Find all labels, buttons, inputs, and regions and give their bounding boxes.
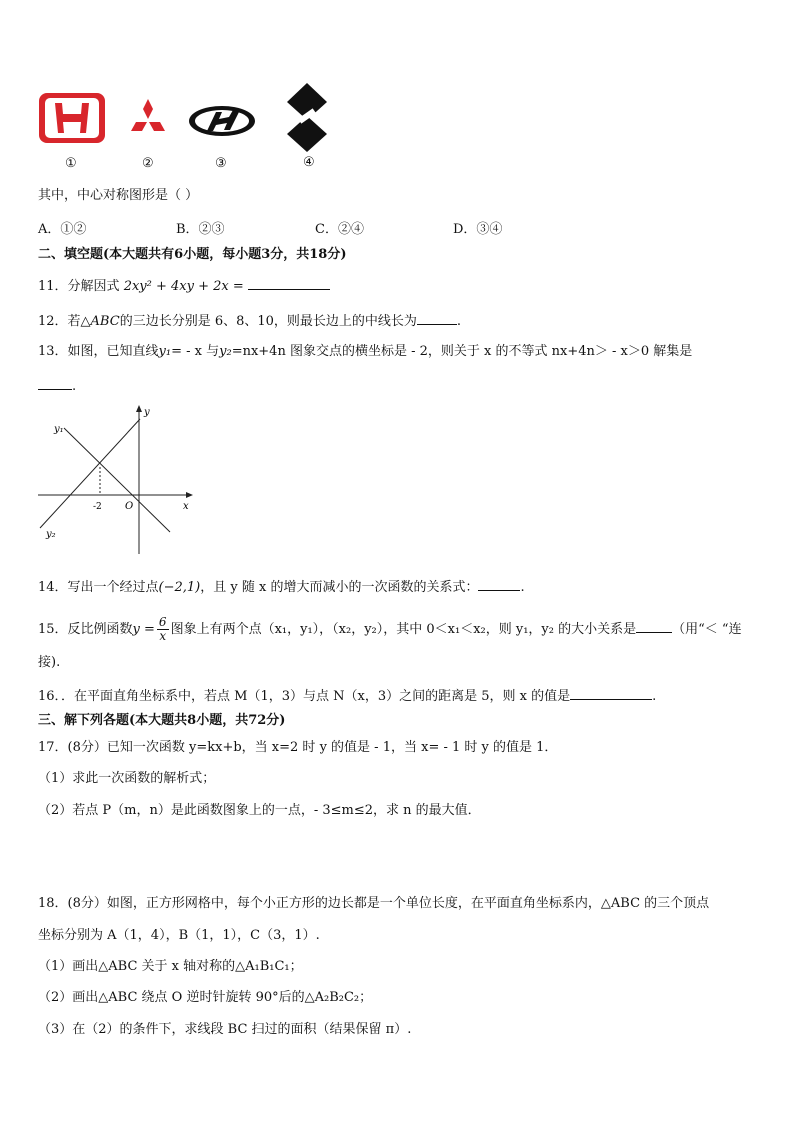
q14-text-a: 14．写出一个经过点 bbox=[38, 580, 159, 595]
q15-func: y = bbox=[132, 622, 155, 637]
q13-y1: y₁ bbox=[158, 344, 172, 359]
honda-logo-icon bbox=[38, 92, 106, 144]
q17-part-1: （1）求此一次函数的解析式； bbox=[38, 771, 216, 786]
q15-line-2: 接). bbox=[38, 655, 61, 670]
section-3-heading: 三、解下列各题(本大题共8小题，共72分) bbox=[38, 713, 286, 728]
q10-option-c: C．②④ bbox=[315, 222, 364, 237]
q12-text-b: 的三边长分别是 6、8、10，则最长边上的中线长为 bbox=[119, 314, 417, 329]
q10-option-d: D．③④ bbox=[453, 222, 503, 237]
q13-line-1 bbox=[38, 343, 692, 361]
q14 bbox=[38, 578, 525, 597]
q12-text-c: . bbox=[456, 314, 462, 329]
q15-fraction-den: x bbox=[159, 629, 167, 643]
diamond-logo-icon bbox=[282, 82, 332, 154]
q15-text-a: 15．反比例函数 bbox=[38, 622, 133, 637]
q14-point: (−2,1) bbox=[158, 580, 201, 595]
q11-expr: 2xy² + 4xy + 2x = bbox=[123, 279, 244, 294]
q13-answer-blank[interactable] bbox=[38, 377, 72, 390]
q11-text: 分解因式 bbox=[67, 279, 120, 294]
q18-part-3: （3）在（2）的条件下，求线段 BC 扫过的面积（结果保留 π）. bbox=[38, 1022, 412, 1037]
q13-line-2-end: . bbox=[72, 379, 77, 394]
q13-text-c: =nx+4n 图象交点的横坐标是 - 2，则关于 x 的不等式 nx+4n＞ - x＞0 解集是 bbox=[231, 344, 693, 359]
q15-text-c: （用“＜ “连 bbox=[672, 622, 742, 637]
q12-triangle: △ABC bbox=[80, 314, 120, 329]
logo-label-2: ② bbox=[142, 156, 154, 171]
q14-answer-blank[interactable] bbox=[478, 578, 520, 591]
q16-text-a: 16．．在平面直角坐标系中，若点 M（1，3）与点 N（x，3）之间的距离是 5，则 x 的值是 bbox=[38, 689, 571, 704]
q16-answer-blank[interactable] bbox=[570, 687, 652, 700]
q11-answer-blank[interactable] bbox=[248, 277, 330, 290]
q12-text-a: 12．若 bbox=[38, 314, 81, 329]
graph-y1-label: y₁ bbox=[54, 424, 64, 435]
graph-x-label: x bbox=[183, 501, 189, 512]
q13-text-b: = - x 与 bbox=[171, 344, 220, 359]
q15-text-b: 图象上有两个点（x₁，y₁），（x₂，y₂），其中 0＜x₁＜x₂，则 y₁，y₂ 的大小关系是 bbox=[170, 622, 637, 637]
q15-line-1 bbox=[38, 616, 742, 644]
q13-y2: y₂ bbox=[219, 344, 232, 359]
q16 bbox=[38, 687, 656, 706]
q17-stem: 17．(8分）已知一次函数 y=kx+b，当 x=2 时 y 的值是 - 1，当 x= - 1 时 y 的值是 1． bbox=[38, 740, 558, 755]
q13-graph bbox=[36, 402, 196, 558]
q14-text-c: . bbox=[520, 580, 525, 595]
q18-part-2: （2）画出△ABC 绕点 O 逆时针旋转 90°后的△A₂B₂C₂； bbox=[38, 990, 373, 1005]
graph-tick-label: -2 bbox=[93, 502, 102, 512]
q14-text-b: ，且 y 随 x 的增大而减小的一次函数的关系式： bbox=[200, 580, 479, 595]
q12 bbox=[38, 312, 461, 331]
q13-graph-svg bbox=[36, 402, 196, 558]
q10-option-b: B．②③ bbox=[176, 222, 225, 237]
logo-label-4: ④ bbox=[303, 155, 315, 170]
q15-answer-blank[interactable] bbox=[636, 620, 672, 633]
logo-honda bbox=[38, 92, 106, 144]
logo-label-1: ① bbox=[65, 156, 77, 171]
q18-line-1: 18．(8分）如图，正方形网格中，每个小正方形的边长都是一个单位长度，在平面直角坐标系内，△ABC 的三个顶点 bbox=[38, 896, 710, 911]
section-2-heading: 二、填空题(本大题共有6小题，每小题3分，共18分) bbox=[38, 247, 347, 262]
q13-line-2 bbox=[38, 377, 76, 396]
logo-mitsubishi bbox=[126, 98, 170, 138]
q10-stem: 其中，中心对称图形是（ ） bbox=[38, 188, 199, 203]
q13-text-a: 13．如图，已知直线 bbox=[38, 344, 159, 359]
hyundai-logo-icon bbox=[187, 104, 257, 138]
q11 bbox=[38, 277, 330, 296]
q12-answer-blank[interactable] bbox=[417, 312, 457, 325]
q15-fraction bbox=[157, 616, 169, 643]
q18-part-1: （1）画出△ABC 关于 x 轴对称的△A₁B₁C₁； bbox=[38, 959, 303, 974]
q16-text-b: . bbox=[652, 689, 657, 704]
logo-hyundai bbox=[187, 104, 257, 138]
mitsubishi-logo-icon bbox=[126, 98, 170, 138]
graph-y-label: y bbox=[144, 407, 150, 418]
q18-line-2: 坐标分别为 A（1，4），B（1，1），C（3，1）. bbox=[38, 928, 320, 943]
q15-fraction-num: 6 bbox=[158, 615, 167, 629]
logo-label-3: ③ bbox=[215, 156, 227, 171]
q17-part-2: （2）若点 P（m，n）是此函数图象上的一点，- 3≤m≤2，求 n 的最大值． bbox=[38, 803, 481, 818]
q10-option-a: A．①② bbox=[38, 222, 87, 237]
logo-four bbox=[282, 82, 332, 154]
graph-origin-label: O bbox=[125, 501, 134, 512]
q11-num: 11． bbox=[38, 279, 68, 294]
graph-y2-label: y₂ bbox=[46, 529, 56, 540]
